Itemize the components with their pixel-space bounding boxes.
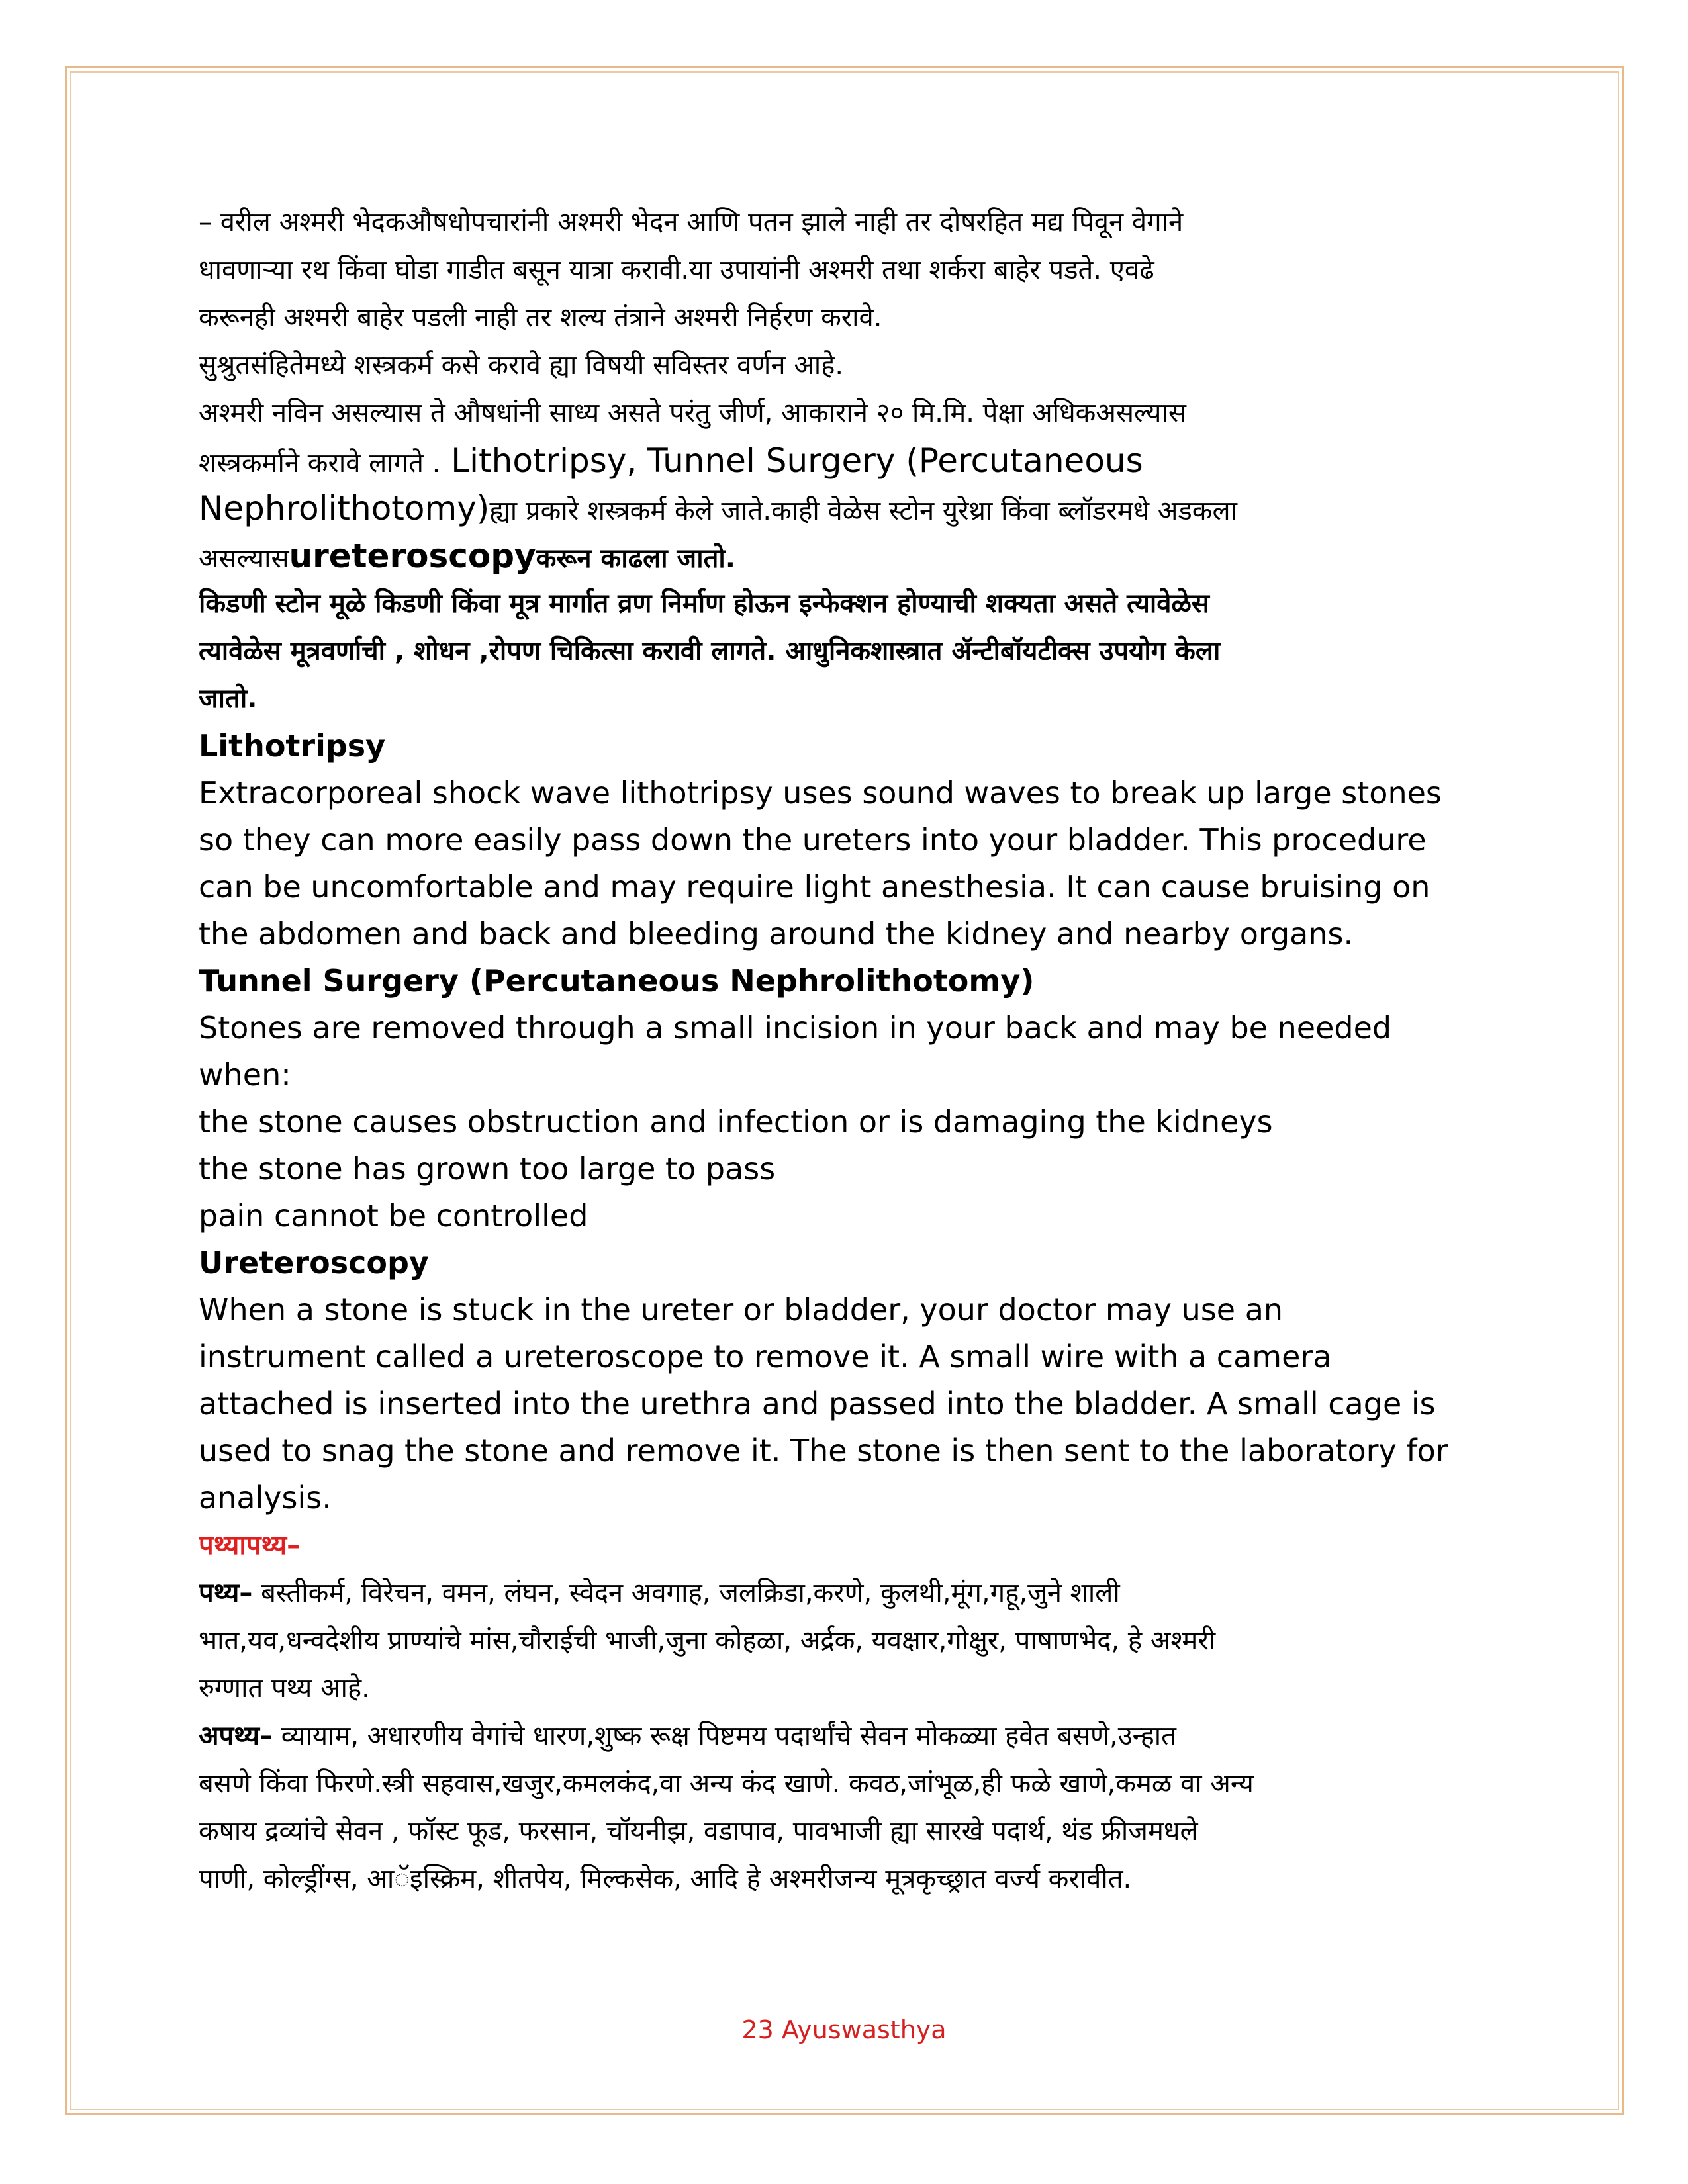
- marathi-paragraph-line: अश्मरी नविन असल्यास ते औषधांनी साध्य असते परंतु जीर्ण, आकाराने २० मि.मि. पेक्षा अधिकअसल्यास: [199, 398, 1186, 428]
- body-line: analysis.: [199, 1480, 332, 1516]
- body-line: the abdomen and back and bleeding around the kidney and nearby organs.: [199, 916, 1354, 952]
- procedure-name: ureteroscopy: [289, 537, 536, 575]
- section-heading-lithotripsy: Lithotripsy: [199, 728, 386, 764]
- body-line: Extracorporeal shock wave lithotripsy uses sound waves to break up large stones: [199, 775, 1442, 811]
- marathi-text: असल्यास: [199, 543, 289, 574]
- body-line: attached is inserted into the urethra and passed into the bladder. A small cage is: [199, 1386, 1436, 1422]
- pathya-apathya-heading: पथ्यापथ्य–: [199, 1530, 301, 1561]
- page-content: [199, 199, 1496, 1903]
- procedure-names: Lithotripsy, Tunnel Surgery (Percutaneous: [440, 441, 1143, 480]
- pathya-text: बस्तीकर्म, विरेचन, वमन, लंघन, स्वेदन अवगाह, जलक्रिडा,करणे, कुलथी,मूंग,गहू,जुने शाली: [252, 1578, 1120, 1608]
- mixed-line: [199, 532, 1496, 580]
- apathya-line: बसणे किंवा फिरणे.स्त्री सहवास,खजुर,कमलकंद,वा अन्य कंद खाणे. कवठ,जांभूळ,ही फळे खाणे,कमळ वा अन्य: [199, 1768, 1254, 1799]
- list-item: the stone has grown too large to pass: [199, 1151, 776, 1187]
- marathi-paragraph-line: करूनही अश्मरी बाहेर पडली नाही तर शल्य तंत्राने अश्मरी निर्हरण करावे.: [199, 302, 882, 333]
- section-heading-ureteroscopy: Ureteroscopy: [199, 1245, 429, 1281]
- mixed-line: [199, 437, 1496, 484]
- apathya-line: पाणी, कोल्ड्रींग्स, आॅइस्क्रिम, शीतपेय, मिल्कसेक, आदि हे अश्मरीजन्य मूत्रकृच्छ्रात वर्ज्य करावीत.: [199, 1864, 1132, 1894]
- pathya-line: [199, 1569, 1496, 1617]
- body-line: when:: [199, 1057, 291, 1093]
- bold-marathi-line: त्यावेळेस मूत्रवर्णाची , शोधन ,रोपण चिकित्सा करावी लागते. आधुनिकशास्त्रात ॲन्टीबॉयटीक्स उपयोग केला: [199, 636, 1221, 666]
- marathi-text: शस्त्रकर्माने करावे लागते .: [199, 448, 441, 478]
- body-line: instrument called a ureteroscope to remove it. A small wire with a camera: [199, 1339, 1332, 1375]
- apathya-text: व्यायाम, अधारणीय वेगांचे धारण,शुष्क रूक्ष पिष्टमय पदार्थांचे सेवन मोकळ्या हवेत बसणे,उन्हात: [272, 1721, 1176, 1751]
- bold-marathi-line: जातो.: [199, 684, 258, 714]
- pathya-label: पथ्य–: [199, 1578, 253, 1608]
- marathi-paragraph-line: धावणाऱ्या रथ किंवा घोडा गाडीत बसून यात्रा करावी.या उपायांनी अश्मरी तथा शर्करा बाहेर पडते. एवढे: [199, 255, 1154, 285]
- apathya-line: कषाय द्रव्यांचे सेवन , फॉस्ट फूड, फरसान, चॉयनीझ, वडापाव, पावभाजी ह्या सारखे पदार्थ, थंड फ्रीजमधले: [199, 1816, 1198, 1846]
- body-line: used to snag the stone and remove it. The stone is then sent to the laboratory for: [199, 1433, 1448, 1469]
- pathya-line: रुग्णात पथ्य आहे.: [199, 1673, 370, 1704]
- mixed-line: [199, 484, 1496, 532]
- marathi-paragraph-line: सुश्रुतसंहितेमध्ये शस्त्रकर्म कसे करावे ह्या विषयी सविस्तर वर्णन आहे.: [199, 350, 844, 381]
- body-line: so they can more easily pass down the ureters into your bladder. This procedure: [199, 822, 1427, 858]
- list-item: the stone causes obstruction and infection or is damaging the kidneys: [199, 1104, 1273, 1140]
- bold-marathi-line: किडणी स्टोन मूळे किडणी किंवा मूत्र मार्गात व्रण निर्माण होऊन इन्फेक्शन होण्याची शक्यता असते त्यावेळेस: [199, 588, 1209, 619]
- procedure-name: Nephrolithotomy): [199, 489, 490, 527]
- body-line: When a stone is stuck in the ureter or bladder, your doctor may use an: [199, 1292, 1284, 1328]
- pathya-line: भात,यव,धन्वदेशीय प्राण्यांचे मांस,चौराईची भाजी,जुना कोहळा, अर्द्रक, यवक्षार,गोक्षुर, पाषाणभेद, हे अश्मरी: [199, 1625, 1216, 1656]
- section-heading-tunnel-surgery: Tunnel Surgery (Percutaneous Nephrolithotomy): [199, 963, 1035, 999]
- marathi-text: ह्या प्रकारे शस्त्रकर्म केले जाते.काही वेळेस स्टोन युरेथ्रा किंवा ब्लॉडरमधे अडकला: [489, 496, 1237, 526]
- list-item: pain cannot be controlled: [199, 1198, 588, 1234]
- body-line: Stones are removed through a small incision in your back and may be needed: [199, 1010, 1392, 1046]
- body-line: can be uncomfortable and may require light anesthesia. It can cause bruising on: [199, 869, 1430, 905]
- page-footer: 23 Ayuswasthya: [741, 2015, 947, 2044]
- marathi-paragraph-line: – वरील अश्मरी भेदकऔषधोपचारांनी अश्मरी भेदन आणि पतन झाले नाही तर दोषरहित मद्य पिवून वेगाने: [199, 207, 1184, 238]
- marathi-text: करून काढला जातो.: [536, 543, 735, 574]
- apathya-label: अपथ्य–: [199, 1721, 273, 1751]
- apathya-line: [199, 1712, 1496, 1760]
